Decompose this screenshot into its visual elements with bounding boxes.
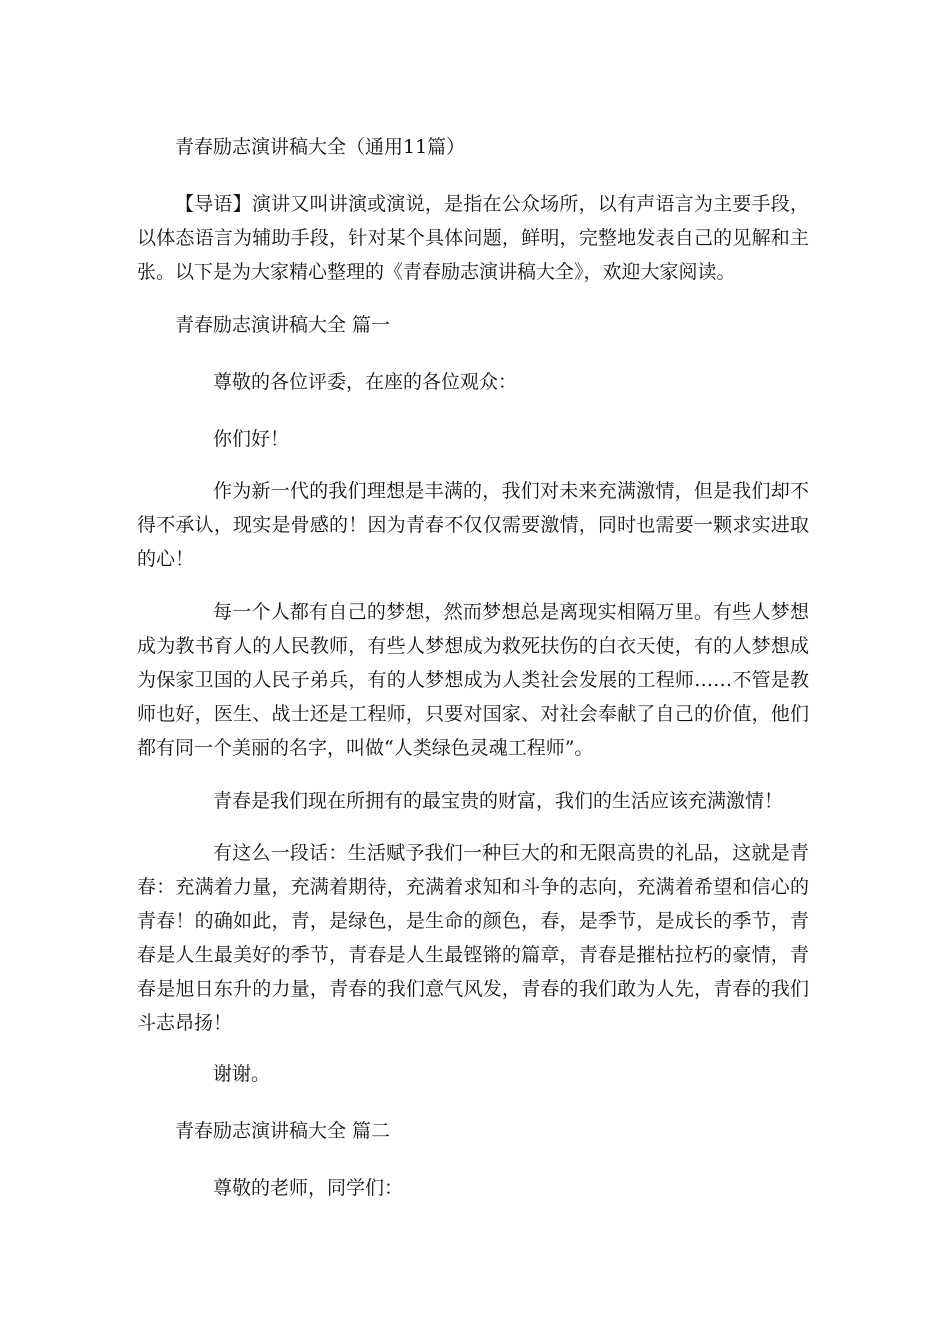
body-paragraph-3: 青春是我们现在所拥有的最宝贵的财富，我们的生活应该充满激情！ [213,790,784,812]
body-paragraph-1: 作为新一代的我们理想是丰满的，我们对未来充满激情，但是我们却不得不承认，现实是骨感的！因为青春不仅仅需要激情，同时也需要一颗求实进取的心！ [137,480,809,570]
body-paragraph-2: 每一个人都有自己的梦想，然而梦想总是离现实相隔万里。有些人梦想成为教书育人的人民教师，有些人梦想成为救死扶伤的白衣天使，有的人梦想成为保家卫国的人民子弟兵，有的人梦想成为人类社会发展的工程师……不管是教师也好，医生、战士还是工程师，只要对国家、对社会奉献了自己的价值，他们都有同一个美丽的名字，叫做“人类绿色灵魂工程师”。 [137,601,809,759]
document-title: 青春励志演讲稿大全（通用11篇） [175,136,466,158]
salutation-2: 尊敬的老师，同学们： [213,1177,404,1199]
closing: 谢谢。 [213,1063,271,1085]
intro-paragraph: 【导语】演讲又叫讲演或演说，是指在公众场所，以有声语言为主要手段，以体态语言为辅助手段，针对某个具体问题，鲜明，完整地发表自己的见解和主张。以下是为大家精心整理的《青春励志演讲稿大全》，欢迎大家阅读。 [137,193,809,283]
greeting: 你们好！ [213,428,290,450]
body-paragraph-4: 有这么一段话：生活赋予我们一种巨大的和无限高贵的礼品，这就是青春：充满着力量，充满着期待，充满着求知和斗争的志向，充满着希望和信心的青春！的确如此，青，是绿色，是生命的颜色，春，是季节，是成长的季节，青春是人生最美好的季节，青春是人生最铿锵的篇章，青春是摧枯拉朽的豪情，青春是旭日东升的力量，青春的我们意气风发，青春的我们敢为人先，青春的我们斗志昂扬！ [137,842,809,1034]
salutation-1: 尊敬的各位评委，在座的各位观众： [213,371,518,393]
section-heading-2: 青春励志演讲稿大全 篇二 [175,1120,391,1142]
section-heading-1: 青春励志演讲稿大全 篇一 [175,314,391,336]
